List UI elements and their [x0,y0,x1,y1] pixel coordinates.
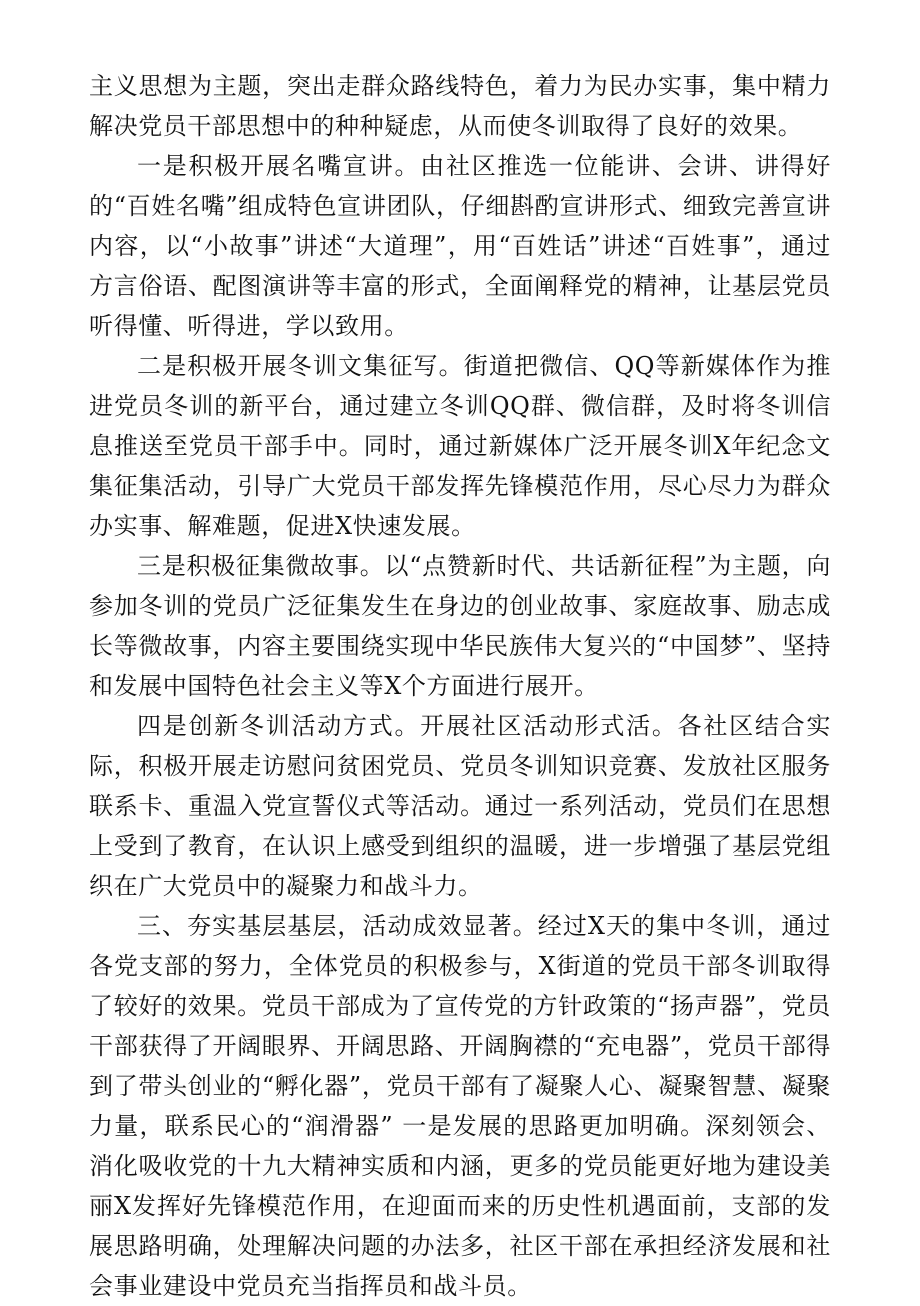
paragraph-1-famous-speakers: 一是积极开展名嘴宣讲。由社区推选一位能讲、会讲、讲得好的“百姓名嘴”组成特色宣讲团队，仔细斟酌宣讲形式、细致完善宣讲内容，以“小故事”讲述“大道理”，用“百姓话”讲述“百姓事”，通过方言俗语、配图演讲等丰富的形式，全面阐释党的精神，让基层党员听得懂、听得进，学以致用。 [89,152,831,340]
paragraph-section-3-results: 三、夯实基层基层，活动成效显著。经过X天的集中冬训，通过各党支部的努力，全体党员的积极参与，X街道的党员干部冬训取得了较好的效果。党员干部成为了宣传党的方针政策的“扬声器”，党员干部获得了开阔眼界、开阔思路、开阔胸襟的“充电器”，党员干部得到了带头创业的“孵化器”，党员干部有了凝聚人心、凝聚智慧、凝聚力量，联系民心的“润滑器” 一是发展的思路更加明确。深刻领会、消化吸收党的十九大精神实质和内涵，更多的党员能更好地为建设美丽X发挥好先锋模范作用，在迎面而来的历史性机遇面前，支部的发展思路明确，处理解决问题的办法多，社区干部在承担经济发展和社会事业建设中党员充当指挥员和战斗员。 [89,912,831,1300]
paragraph-continuation: 主义思想为主题，突出走群众路线特色，着力为民办实事，集中精力解决党员干部思想中的种种疑虑，从而使冬训取得了良好的效果。 [89,72,831,140]
paragraph-4-activity-methods: 四是创新冬训活动方式。开展社区活动形式活。各社区结合实际，积极开展走访慰问贫困党员、党员冬训知识竞赛、发放社区服务联系卡、重温入党宣誓仪式等活动。通过一系列活动，党员们在思想上受到了教育，在认识上感受到组织的温暖，进一步增强了基层党组织在广大党员中的凝聚力和战斗力。 [89,712,831,900]
paragraph-3-micro-stories: 三是积极征集微故事。以“点赞新时代、共话新征程”为主题，向参加冬训的党员广泛征集发生在身边的创业故事、家庭故事、励志成长等微故事，内容主要围绕实现中华民族伟大复兴的“中国梦”、坚持和发展中国特色社会主义等X个方面进行展开。 [89,552,831,700]
paragraph-2-winter-training-essays: 二是积极开展冬训文集征写。街道把微信、QQ等新媒体作为推进党员冬训的新平台，通过建立冬训QQ群、微信群，及时将冬训信息推送至党员干部手中。同时，通过新媒体广泛开展冬训X年纪念文集征集活动，引导广大党员干部发挥先锋模范作用，尽心尽力为群众办实事、解难题，促进X快速发展。 [89,352,831,540]
